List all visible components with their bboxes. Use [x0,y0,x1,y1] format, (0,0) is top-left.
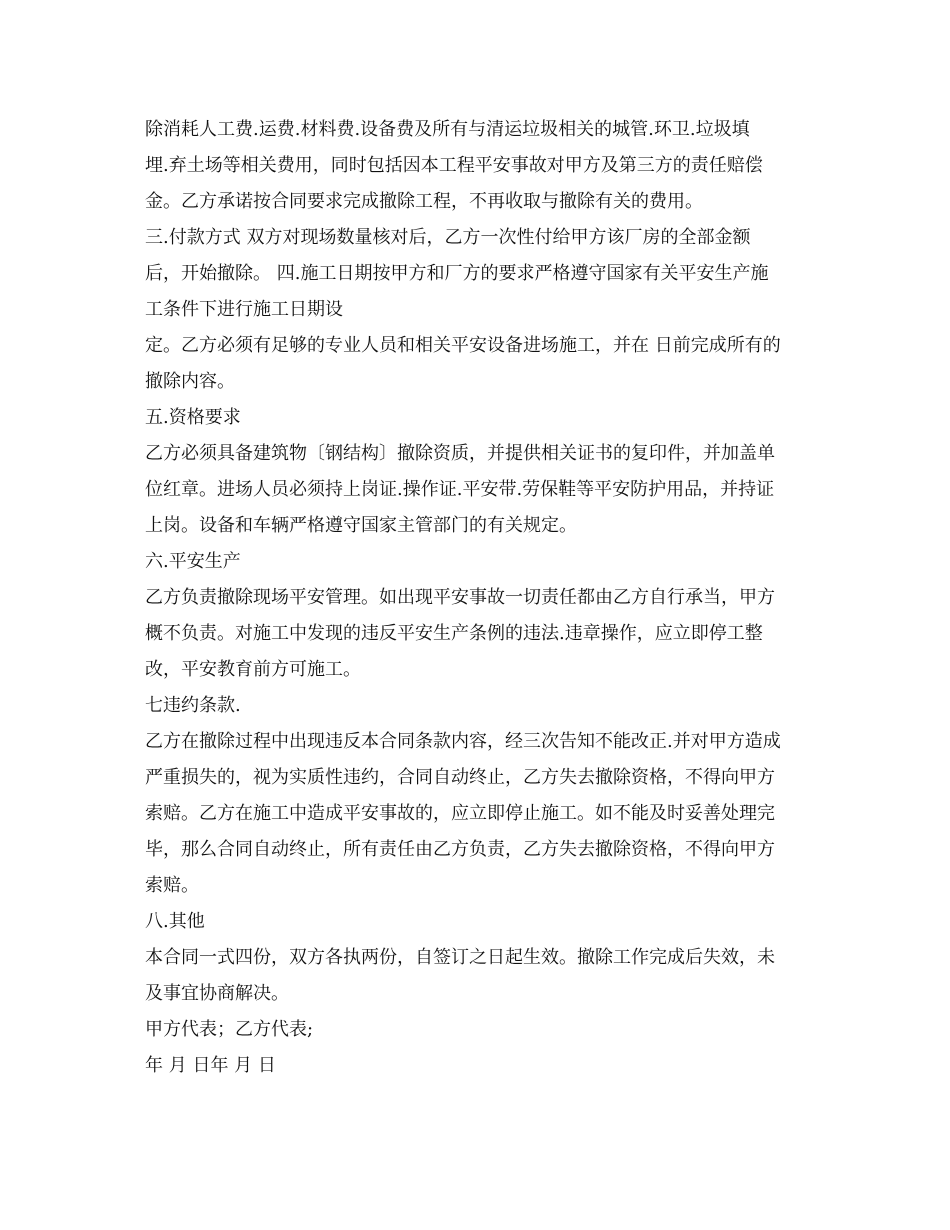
body-line: 乙方负责撤除现场平安管理。如出现平安事故一切责任都由乙方自行承当，甲方 [145,587,775,608]
body-line: 工条件下进行施工日期设 [145,299,343,320]
section-schedule-line: 后，开始撤除。 四.施工日期按甲方和厂方的要求严格遵守国家有关平安生产施 [145,263,769,284]
body-line: 位红章。进场人员必须持上岗证.操作证.平安带.劳保鞋等平安防护用品，并持证 [145,479,775,500]
body-line: 改，平安教育前方可施工。 [145,659,361,680]
body-line: 本合同一式四份，双方各执两份，自签订之日起生效。撤除工作完成后失效，未 [145,947,775,968]
signature-representatives: 甲方代表；乙方代表; [145,1019,314,1040]
body-line: 及事宜协商解决。 [145,983,289,1004]
body-line: 除消耗人工费.运费.材料费.设备费及所有与清运垃圾相关的城管.环卫.垃圾填 [145,119,750,140]
section-heading-safety: 六.平安生产 [145,551,241,572]
body-line: 定。乙方必须有足够的专业人员和相关平安设备进场施工，并在 日前完成所有的 [145,335,781,356]
body-line: 索赔。乙方在施工中造成平安事故的，应立即停止施工。如不能及时妥善处理完 [145,803,775,824]
body-line: 索赔。 [145,875,199,896]
section-payment-line: 三.付款方式 双方对现场数量核对后，乙方一次性付给甲方该厂房的全部金额 [145,227,751,248]
body-line: 埋.弃土场等相关费用，同时包括因本工程平安事故对甲方及第三方的责任赔偿 [145,155,763,176]
body-line: 上岗。设备和车辆严格遵守国家主管部门的有关规定。 [145,515,577,536]
document-body [145,112,815,1084]
section-heading-qualification: 五.资格要求 [145,407,241,428]
body-line: 乙方在撤除过程中出现违反本合同条款内容，经三次告知不能改正.并对甲方造成 [145,731,781,752]
body-line: 概不负责。对施工中发现的违反平安生产条例的违法.违章操作，应立即停工整 [145,623,763,644]
section-heading-other: 八.其他 [145,911,205,932]
body-line: 金。乙方承诺按合同要求完成撤除工程，不再收取与撤除有关的费用。 [145,191,703,212]
section-heading-breach: 七违约条款. [145,695,241,716]
body-line: 乙方必须具备建筑物〔钢结构〕撤除资质，并提供相关证书的复印件，并加盖单 [145,443,775,464]
body-line: 严重损失的，视为实质性违约，合同自动终止，乙方失去撤除资格，不得向甲方 [145,767,775,788]
body-line: 毕，那么合同自动终止，所有责任由乙方负责，乙方失去撤除资格，不得向甲方 [145,839,775,860]
signature-date: 年 月 日年 月 日 [145,1055,276,1076]
body-line: 撤除内容。 [145,371,235,392]
